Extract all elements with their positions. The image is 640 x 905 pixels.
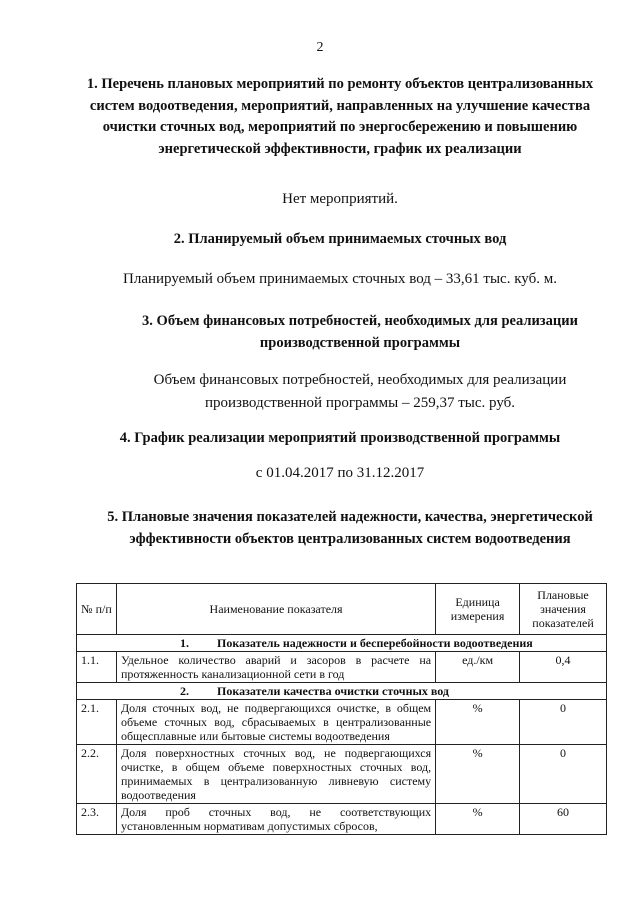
- section-title: Показатели качества очистки сточных вод: [217, 684, 449, 698]
- row-value: 0,4: [520, 652, 607, 683]
- section-3-text-line-1: Объем финансовых потребностей, необходимых для реализации: [153, 372, 567, 388]
- row-unit: ед./км: [436, 652, 520, 683]
- row-name: Доля сточных вод, не подвергающихся очистке, в общем объеме сточных вод, сбрасываемых в централизованные общесплавные или бытовые системы водоотведения: [116, 700, 435, 745]
- section-2-text: Планируемый объем принимаемых сточных вод – 33,61 тыс. куб. м.: [123, 271, 557, 287]
- row-unit: %: [436, 700, 520, 745]
- section-number: 1.: [180, 636, 189, 650]
- header-name: Наименование показателя: [116, 584, 435, 635]
- row-num: 2.3.: [77, 804, 117, 835]
- table-row: [77, 804, 607, 835]
- indicators-table: [76, 583, 607, 835]
- section-1-text: Нет мероприятий.: [282, 191, 398, 207]
- header-num: № п/п: [77, 584, 117, 635]
- row-name: Доля проб сточных вод, не соответствующих установленным нормативам допустимых сбросов,: [116, 804, 435, 835]
- row-name: Удельное количество аварий и засоров в расчете на протяженность канализационной сети в год: [116, 652, 435, 683]
- section-5-heading: 5. Плановые значения показателей надежности, качества, энергетической эффективности объектов централизованных систем водоотведения: [107, 509, 593, 547]
- section-3-heading-line-2: производственной программы: [259, 335, 461, 351]
- section-2-heading: 2. Планируемый объем принимаемых сточных вод: [173, 231, 507, 247]
- section-4-text: с 01.04.2017 по 31.12.2017: [255, 465, 425, 481]
- row-num: 1.1.: [77, 652, 117, 683]
- section-3-text: [80, 369, 640, 415]
- header-unit: Единица измерения: [436, 584, 520, 635]
- section-1-heading: 1. Перечень плановых мероприятий по ремонту объектов централизованных систем водоотведения, мероприятий, направленных на улучшение качества очистки сточных вод, мероприятий по энергосбережению и повышению энергетической эффективности, график их реализации: [86, 76, 594, 157]
- row-unit: %: [436, 745, 520, 804]
- row-unit: %: [436, 804, 520, 835]
- table-section-row: [77, 683, 607, 700]
- section-number: 2.: [180, 684, 189, 698]
- row-value: 0: [520, 745, 607, 804]
- table-row: [77, 745, 607, 804]
- section-title: Показатель надежности и бесперебойности водоотведения: [217, 636, 533, 650]
- row-num: 2.2.: [77, 745, 117, 804]
- row-num: 2.1.: [77, 700, 117, 745]
- row-value: 0: [520, 700, 607, 745]
- table-section-row: [77, 635, 607, 652]
- section-3-text-line-2: производственной программы – 259,37 тыс. руб.: [204, 395, 516, 411]
- header-value: Плановые значения показателей: [520, 584, 607, 635]
- section-4-heading: 4. График реализации мероприятий производственной программы: [119, 430, 561, 446]
- table-header-row: [77, 584, 607, 635]
- row-value: 60: [520, 804, 607, 835]
- row-name: Доля поверхностных сточных вод, не подвергающихся очистке, в общем объеме поверхностных сточных вод, принимаемых в централизованную ливневую систему водоотведения: [116, 745, 435, 804]
- page-number: 2: [316, 40, 324, 55]
- table-row: [77, 700, 607, 745]
- section-3-heading-line-1: 3. Объем финансовых потребностей, необходимых для реализации: [142, 313, 578, 329]
- section-3-heading: [80, 310, 640, 354]
- table-row: [77, 652, 607, 683]
